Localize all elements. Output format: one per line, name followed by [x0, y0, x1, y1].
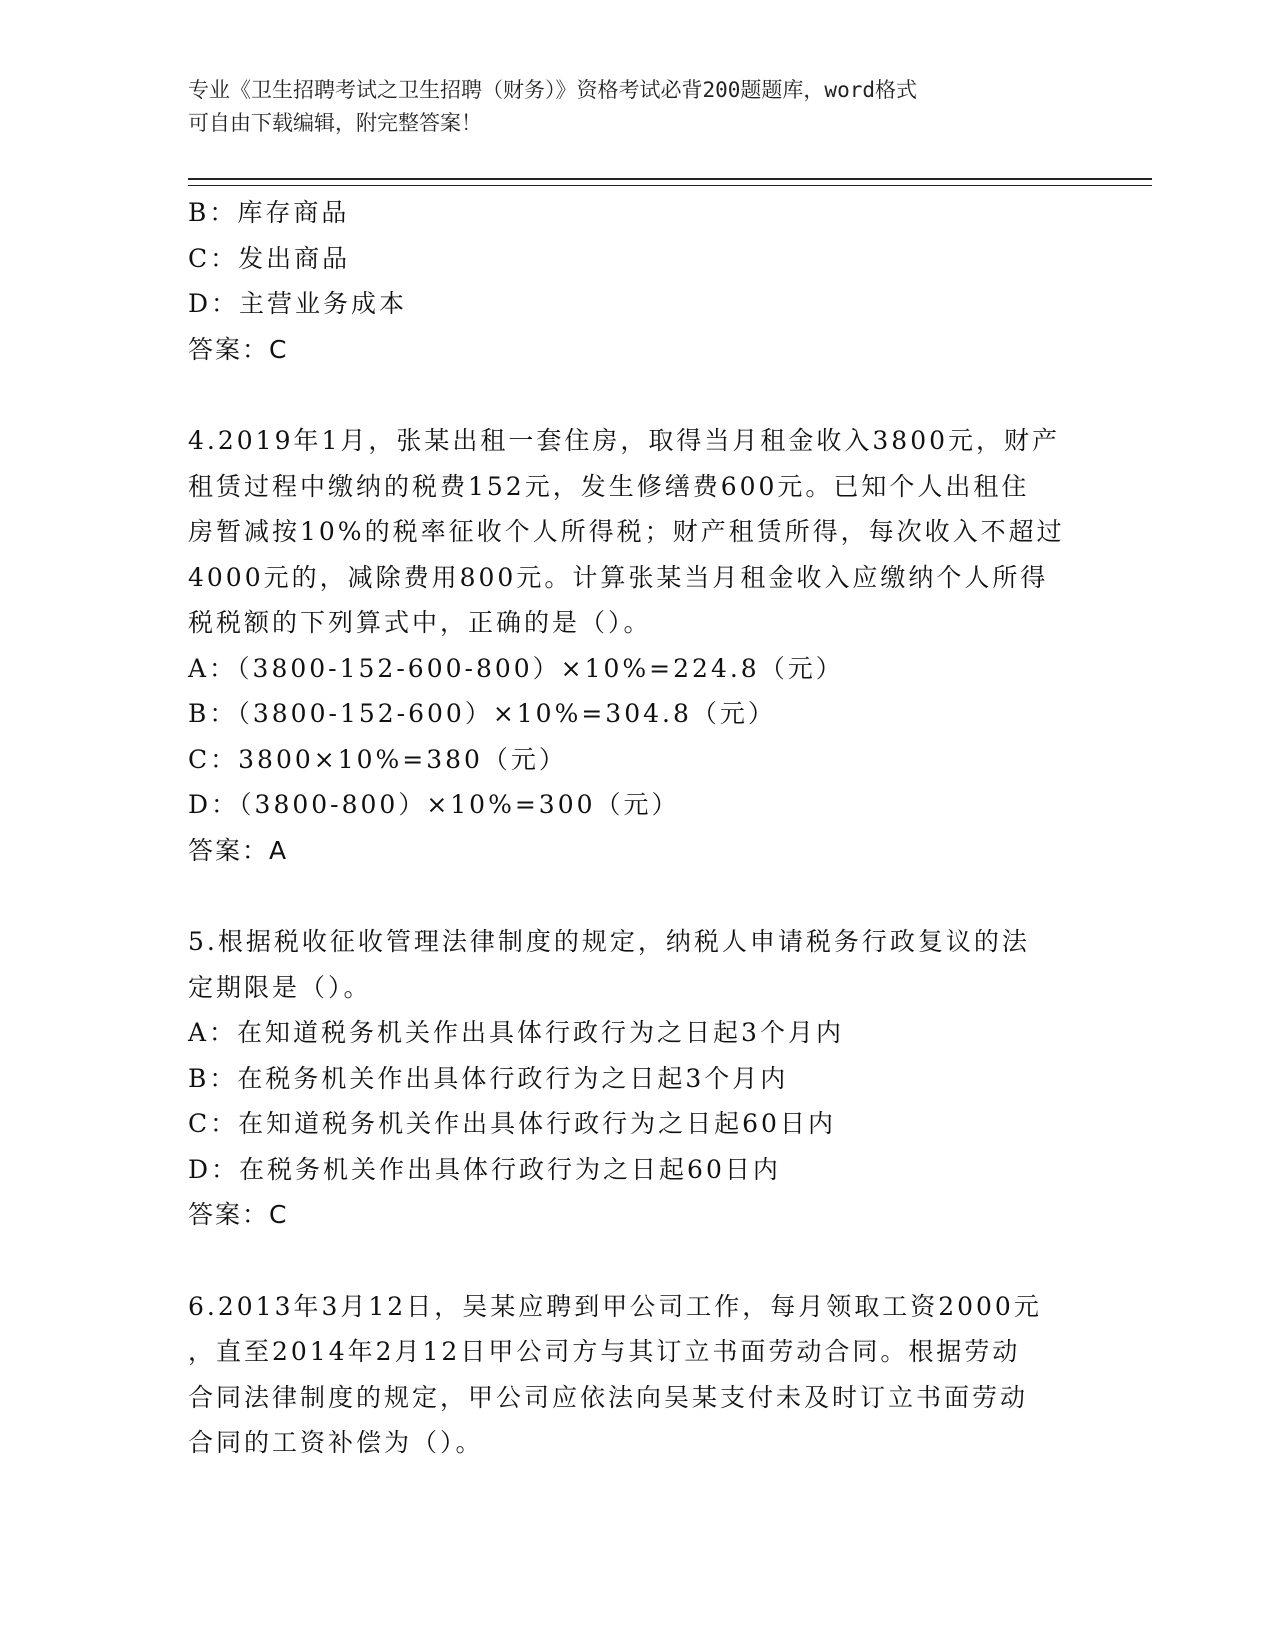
question-stem-line: 房暂减按10%的税率征收个人所得税；财产租赁所得，每次收入不超过 [188, 517, 1065, 546]
answer-line: 答案：A [188, 835, 289, 865]
option-a: A：在知道税务机关作出具体行政行为之日起3个月内 [188, 1018, 844, 1047]
option-b: B：库存商品 [188, 198, 350, 227]
header-title-line-1: 专业《卫生招聘考试之卫生招聘（财务）》资格考试必背200题题库，word格式 [188, 78, 917, 102]
option-d: D：在税务机关作出具体行政行为之日起60日内 [188, 1154, 781, 1184]
header-title-line-2: 可自由下载编辑，附完整答案！ [188, 111, 482, 135]
question-4 [188, 418, 1088, 873]
option-c: C：3800×10%=380（元） [188, 744, 567, 774]
option-b: B：在税务机关作出具体行政行为之日起3个月内 [188, 1063, 789, 1093]
question-3-continued [188, 190, 1088, 372]
option-d: D：（3800-800）×10%=300（元） [188, 790, 680, 819]
question-stem-line: 租赁过程中缴纳的税费152元，发生修缮费600元。已知个人出租住 [188, 471, 1030, 501]
question-stem-line: 合同的工资补偿为（）。 [188, 1428, 484, 1457]
answer-line: 答案：C [188, 334, 289, 364]
option-c: C：发出商品 [188, 243, 351, 273]
question-5 [188, 919, 1088, 1238]
question-6 [188, 1284, 1088, 1466]
spacer [188, 372, 1088, 418]
question-stem-line: 4000元的，减除费用800元。计算张某当月租金收入应缴纳个人所得 [188, 562, 1049, 592]
question-stem-line: ，直至2014年2月12日甲公司方与其订立书面劳动合同。根据劳动 [188, 1337, 1021, 1366]
answer-line: 答案：C [188, 1200, 289, 1229]
option-c: C：在知道税务机关作出具体行政行为之日起60日内 [188, 1109, 836, 1138]
header-divider [188, 178, 1152, 186]
question-stem-line: 合同法律制度的规定，甲公司应依法向吴某支付未及时订立书面劳动 [188, 1382, 1029, 1412]
question-stem-line: 6.2013年3月12日，吴某应聘到甲公司工作，每月领取工资2000元 [188, 1291, 1042, 1321]
spacer [188, 1238, 1088, 1284]
question-stem-line: 定期限是（）。 [188, 972, 372, 1002]
document-header [188, 74, 1088, 140]
document-body [188, 190, 1088, 1466]
spacer [188, 873, 1088, 919]
question-stem-line: 5.根据税收征收管理法律制度的规定，纳税人申请税务行政复议的法 [188, 927, 1030, 956]
option-a: A：（3800-152-600-800）×10%=224.8（元） [188, 653, 844, 683]
question-stem-line: 税税额的下列算式中，正确的是（）。 [188, 608, 652, 637]
option-b: B：（3800-152-600）×10%=304.8（元） [188, 699, 776, 728]
option-d: D：主营业务成本 [188, 289, 408, 318]
question-stem-line: 4.2019年1月，张某出租一套住房，取得当月租金收入3800元，财产 [188, 426, 1061, 455]
